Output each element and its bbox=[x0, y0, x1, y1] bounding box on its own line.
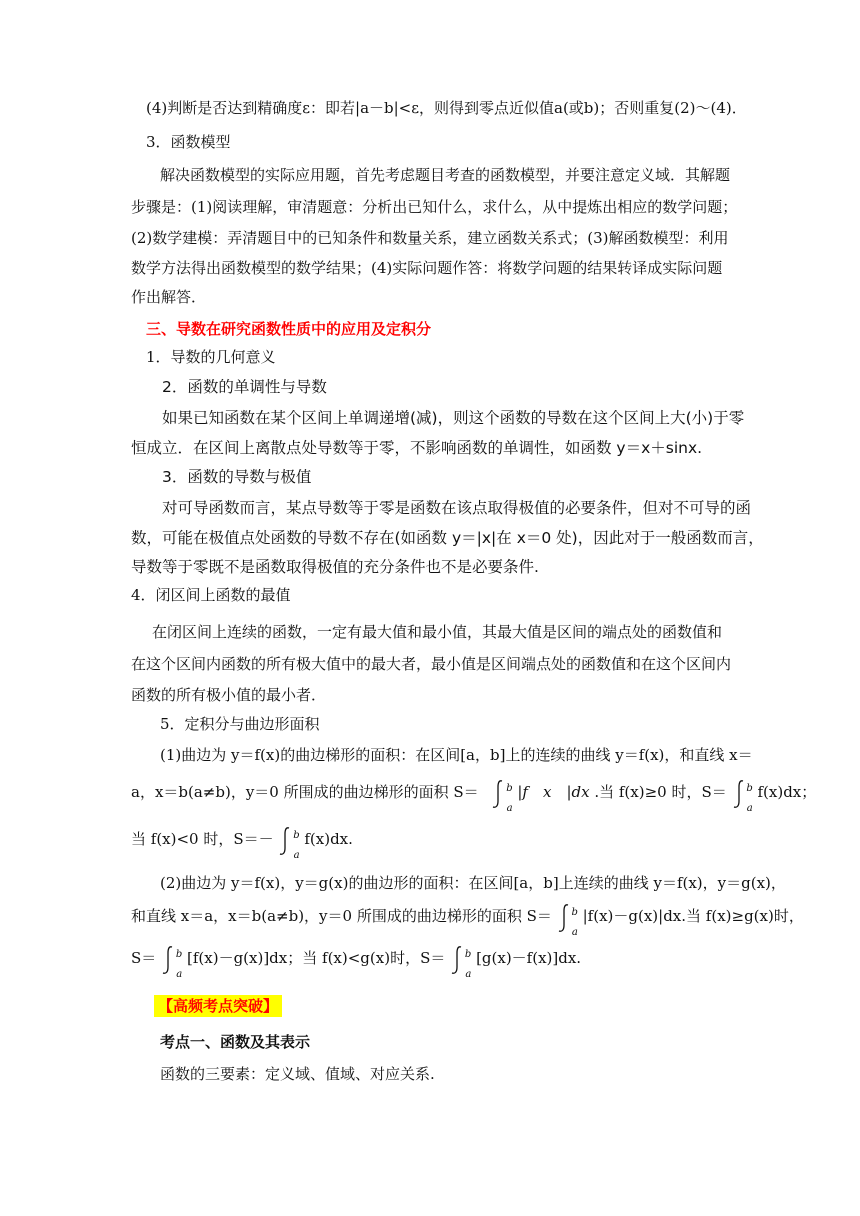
paragraph-line: 对可导函数而言，某点导数等于零是函数在该点取得极值的必要条件，但对不可导的函 bbox=[162, 499, 752, 517]
paragraph-line: (2)数学建模：弄清题目中的已知条件和数量关系，建立函数关系式；(3)解函数模型：利用 bbox=[131, 229, 729, 247]
paragraph-line: 如果已知函数在某个区间上单调递增(减)，则这个函数的导数在这个区间上大(小)于零 bbox=[162, 409, 745, 427]
formula-line: 和直线 x＝a，x＝b(a≠b)，y＝0 所围成的曲边梯形的面积 S＝ $^b_a$ |f(x)－g(x)|dx.当 f(x)≥g(x)时， bbox=[131, 903, 804, 933]
heading-derivative-geometry: 1．导数的几何意义 bbox=[146, 348, 276, 366]
paragraph-line: 数，可能在极值点处函数的导数不存在(如函数 y＝|x|在 x＝0 处)，因此对于一般函数而言， bbox=[131, 529, 764, 547]
paragraph-line: 解决函数模型的实际应用题，首先考虑题目考查的函数模型，并要注意定义域．其解题 bbox=[160, 166, 731, 184]
heading-monotonicity: 2．函数的单调性与导数 bbox=[162, 378, 327, 396]
paragraph-line: 函数的所有极小值的最小者． bbox=[131, 686, 327, 704]
paragraph-line: 导数等于零既不是函数取得极值的充分条件也不是必要条件. bbox=[131, 558, 539, 576]
integral-sign bbox=[491, 783, 505, 803]
paragraph-line: (1)曲边为 y＝f(x)的曲边梯形的面积：在区间[a，b]上的连续的曲线 y＝f(x)，和直线 x＝ bbox=[160, 746, 753, 764]
heading-function-model: 3．函数模型 bbox=[146, 133, 231, 151]
upper-limit: b bbox=[506, 783, 513, 794]
integral-sign bbox=[732, 783, 746, 803]
integral-sign bbox=[161, 949, 175, 969]
formula-line: 当 f(x)<0 时，S＝－ $^b_a$ f(x)dx. bbox=[131, 826, 353, 856]
topic-heading: 考点一、函数及其表示 bbox=[160, 1033, 311, 1051]
lower-limit: a bbox=[506, 803, 513, 814]
heading-extremum: 3．函数的导数与极值 bbox=[162, 468, 312, 486]
section-title: 三、导数在研究函数性质中的应用及定积分 bbox=[146, 320, 432, 338]
topic-text: 函数的三要素：定义域、值域、对应关系. bbox=[160, 1065, 435, 1083]
integral-sign bbox=[450, 949, 464, 969]
heading-definite-integral: 5．定积分与曲边形面积 bbox=[160, 715, 320, 733]
integral-sign bbox=[278, 830, 292, 850]
paragraph-line: 数学方法得出函数模型的数学结果；(4)实际问题作答：将数学问题的结果转译成实际问题 bbox=[131, 259, 723, 277]
step-4-line: (4)判断是否达到精确度ε：即若|a－b|<ε，则得到零点近似值a(或b)；否则重复(2)～(4)． bbox=[146, 99, 747, 117]
paragraph-line: 作出解答． bbox=[131, 288, 207, 306]
paragraph-line: (2)曲边为 y＝f(x)，y＝g(x)的曲边形的面积：在区间[a，b]上连续的曲线 y＝f(x)，y＝g(x)， bbox=[160, 874, 786, 892]
highlight-title: 【高频考点突破】 bbox=[154, 996, 282, 1016]
paragraph-line: 在这个区间内函数的所有极大值中的最大者，最小值是区间端点处的函数值和在这个区间内 bbox=[131, 655, 732, 673]
integral-sign bbox=[557, 907, 571, 927]
paragraph-line: 在闭区间上连续的函数，一定有最大值和最小值，其最大值是区间的端点处的函数值和 bbox=[152, 623, 723, 641]
formula-line: S＝ $^b_a$ [f(x)－g(x)]dx；当 f(x)<g(x)时，S＝ $^b_a$ [g(x)－f(x)]dx. bbox=[131, 945, 581, 975]
paragraph-line: 恒成立．在区间上离散点处导数等于零，不影响函数的单调性，如函数 y＝x＋sinx. bbox=[131, 439, 703, 457]
paragraph-line: 步骤是：(1)阅读理解，审清题意：分析出已知什么，求什么，从中提炼出相应的数学问题； bbox=[131, 198, 738, 216]
formula-line: a，x＝b(a≠b)，y＝0 所围成的曲边梯形的面积 S＝ $^b_a$ |f x |dx .当 f(x)≥0 时，S＝ $^b_a$ f(x)dx； bbox=[131, 779, 816, 809]
heading-closed-interval-extrema: 4．闭区间上函数的最值 bbox=[131, 586, 291, 604]
